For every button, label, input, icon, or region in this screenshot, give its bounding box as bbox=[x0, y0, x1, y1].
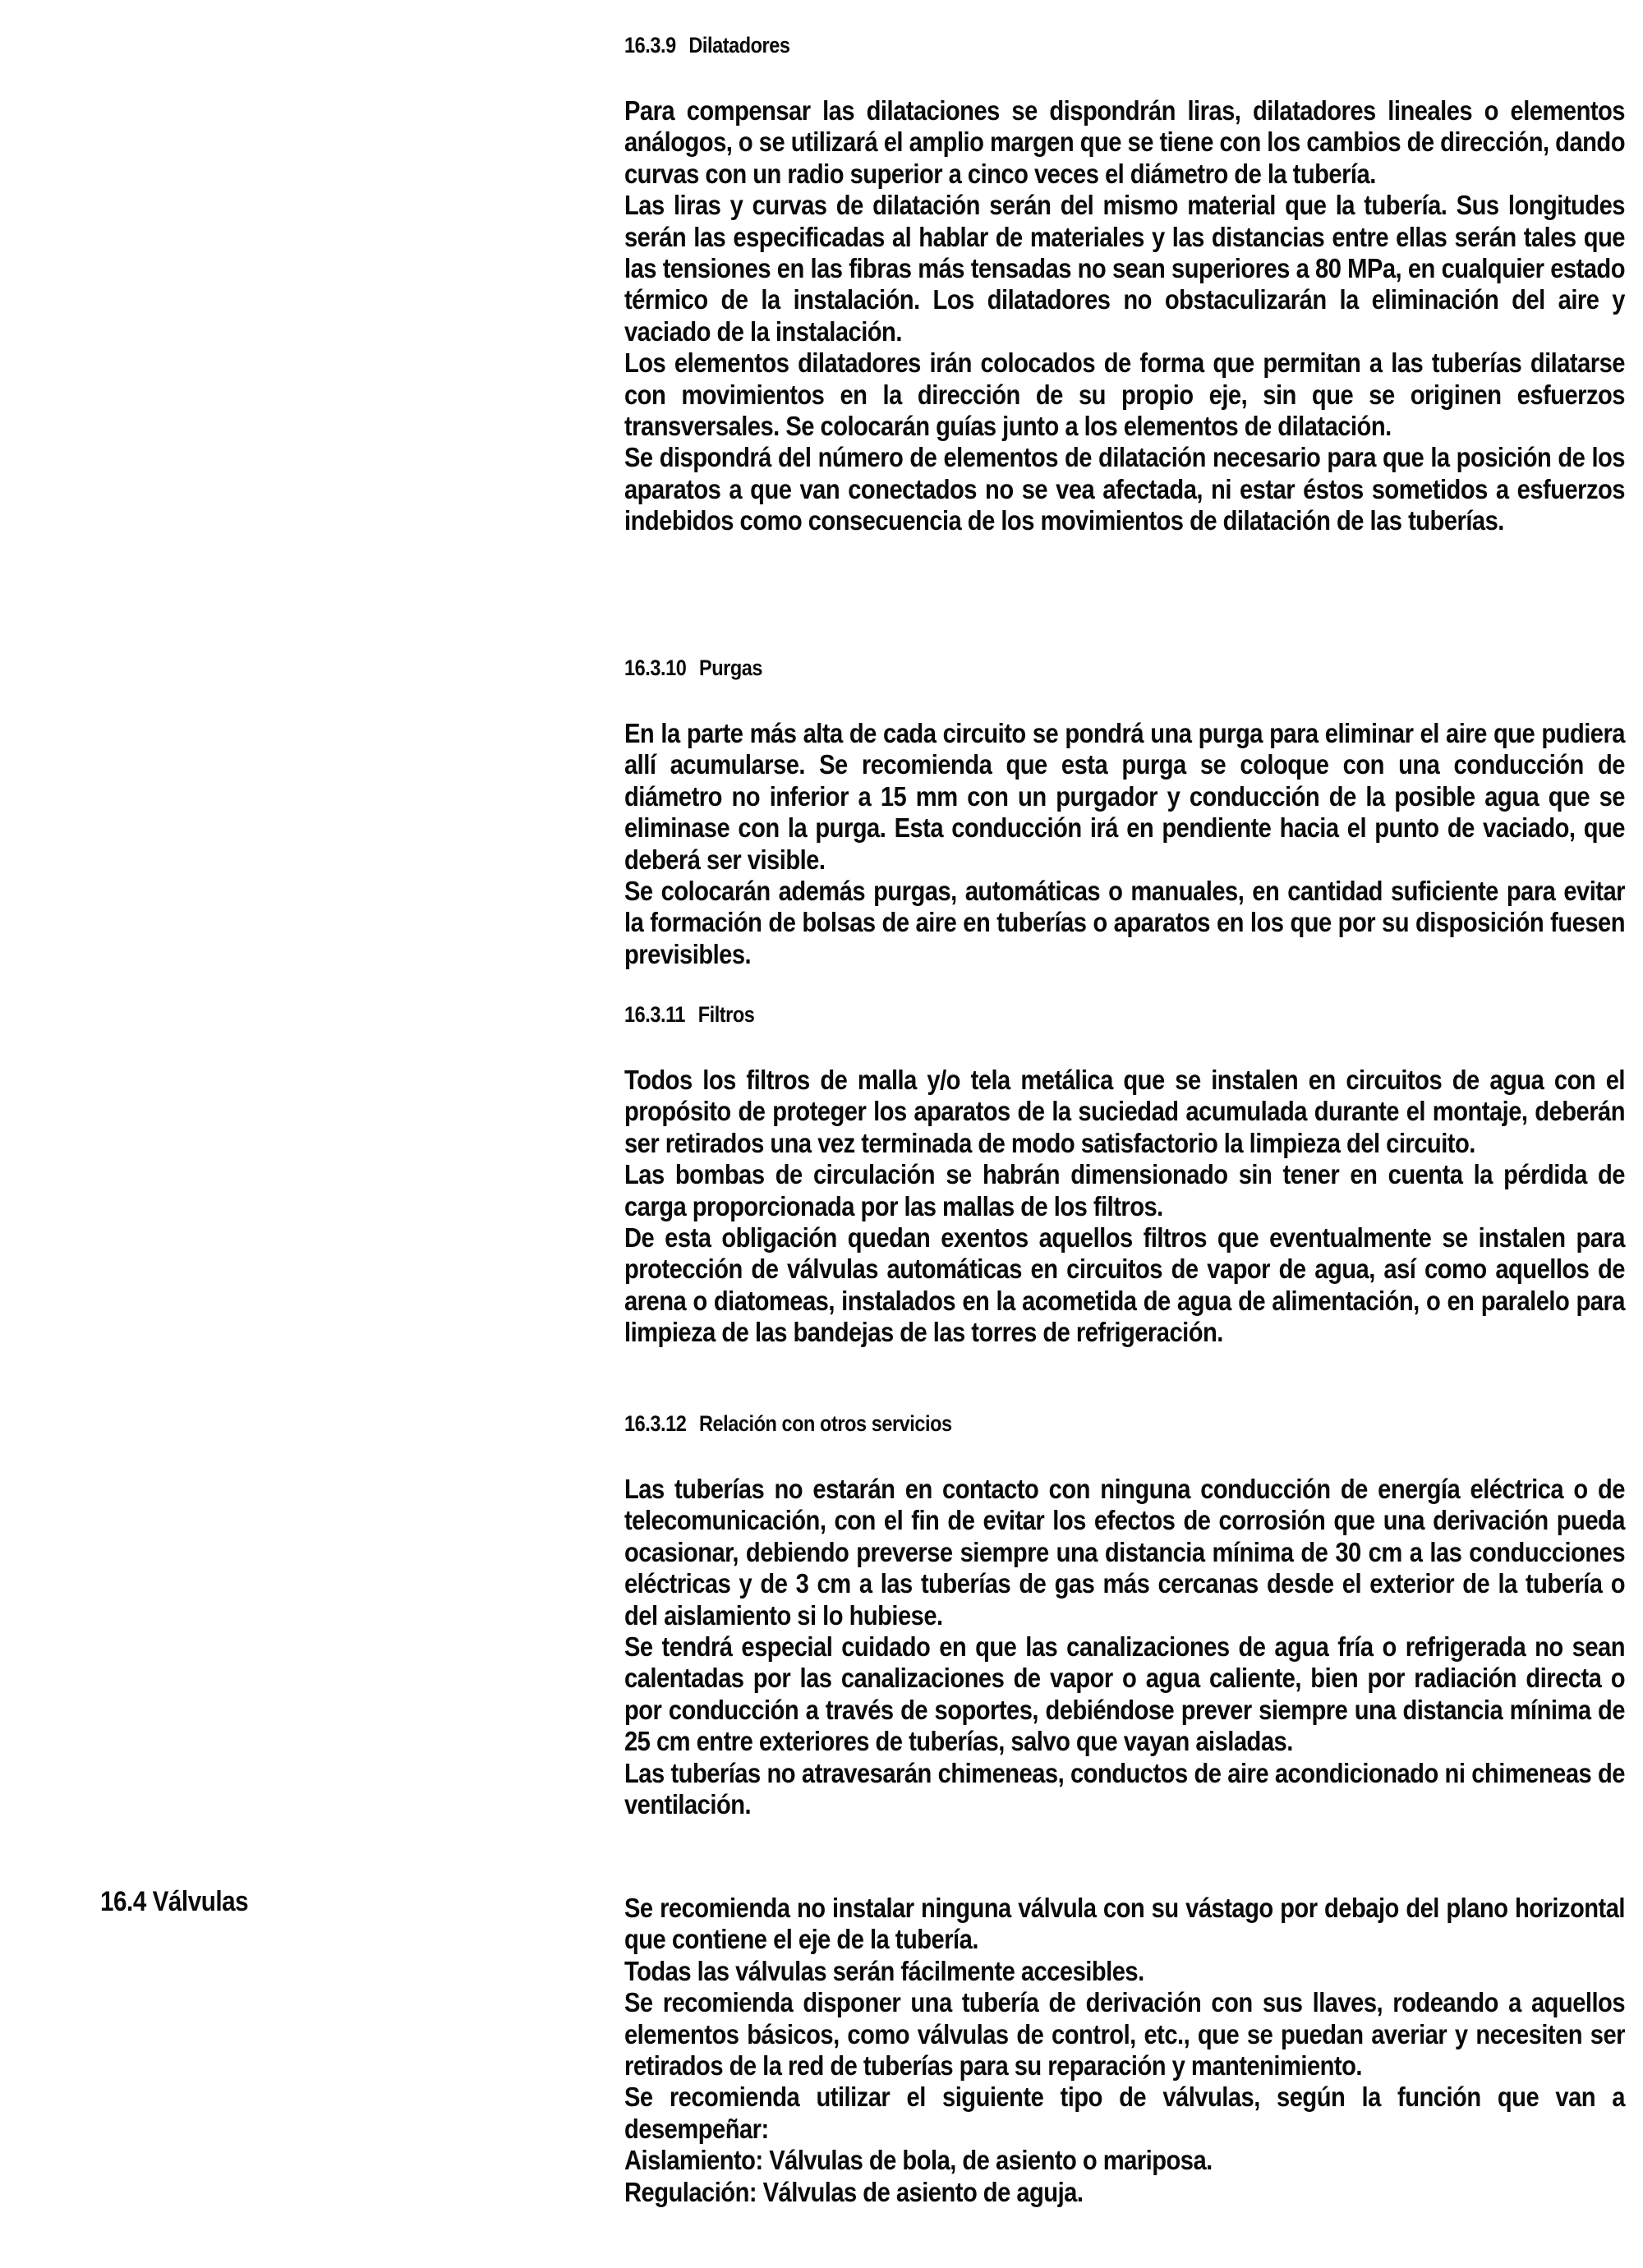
paragraph: Los elementos dilatadores irán colocados de forma que permitan a las tuberías dilatarse con movimientos en la dirección de su propio eje, sin que se originen esfuerzos transversales. Se colocarán guías junto a los elementos de dilatación. bbox=[624, 348, 1625, 443]
list-item: Regulación: Válvulas de asiento de aguja. bbox=[624, 2177, 1084, 2208]
section-heading bbox=[624, 1410, 1625, 1438]
section-heading-16-4 bbox=[100, 1886, 270, 1918]
section-title: Filtros bbox=[697, 1002, 755, 1027]
paragraph: Para compensar las dilataciones se dispondrán liras, dilatadores lineales o elementos análogos, o se utilizará el amplio margen que se tiene con los cambios de dirección, dando curvas con un radio superior a cinco veces el diámetro de la tubería. bbox=[624, 96, 1625, 190]
section-filtros bbox=[624, 1001, 1625, 1350]
section-purgas bbox=[624, 654, 1625, 971]
paragraph: Se recomienda utilizar el siguiente tipo de válvulas, según la función que van a desempeñar: bbox=[624, 2082, 1625, 2145]
section-number: 16.3.11 bbox=[624, 1002, 686, 1027]
list-item: Aislamiento: Válvulas de bola, de asiento o mariposa. bbox=[624, 2146, 1213, 2177]
paragraph: Las tuberías no estarán en contacto con ninguna conducción de energía eléctrica o de telecomunicación, con el fin de evitar los efectos de corrosión que una derivación pueda ocasionar, debiendo preverse siempre una distancia mínima de 30 cm a las conducciones eléctricas y de 3 cm a las tuberías de gas más cercanas desde el exterior de la tubería o del aislamiento si lo hubiese. bbox=[624, 1474, 1625, 1631]
section-relacion-otros-servicios bbox=[624, 1410, 1625, 1821]
section-body bbox=[624, 719, 1625, 971]
section-title: Relación con otros servicios bbox=[698, 1411, 952, 1436]
section-body bbox=[624, 1065, 1625, 1350]
section-heading bbox=[624, 1001, 1625, 1028]
section-body bbox=[624, 1474, 1625, 1821]
section-body bbox=[624, 96, 1625, 538]
paragraph: Se colocarán además purgas, automáticas o manuales, en cantidad suficiente para evitar la formación de bolsas de aire en tuberías o aparatos en los que por su disposición fuesen previsibles. bbox=[624, 876, 1625, 970]
paragraph: Las tuberías no atravesarán chimeneas, conductos de aire acondicionado ni chimeneas de ventilación. bbox=[624, 1758, 1625, 1821]
paragraph: Se dispondrá del número de elementos de dilatación necesario para que la posición de los aparatos a que van conectados no se vea afectada, ni estar éstos sometidos a esfuerzos indebidos como consecuencia de los movimientos de dilatación de las tuberías. bbox=[624, 443, 1625, 537]
paragraph: Todas las válvulas serán fácilmente accesibles. bbox=[624, 1956, 1144, 1987]
section-dilatadores bbox=[624, 31, 1625, 538]
paragraph: Las liras y curvas de dilatación serán del mismo material que la tubería. Sus longitudes serán las especificadas al hablar de materiales y las distancias entre ellas serán tales que las tensiones en las fibras más tensadas no sean superiores a 80 MPa, en cualquier estado térmico de la instalación. Los dilatadores no obstaculizarán la eliminación del aire y vaciado de la instalación. bbox=[624, 191, 1625, 347]
paragraph: Las bombas de circulación se habrán dimensionado sin tener en cuenta la pérdida de carga proporcionada por las mallas de los filtros. bbox=[624, 1160, 1625, 1222]
paragraph: Se recomienda disponer una tubería de derivación con sus llaves, rodeando a aquellos elementos básicos, como válvulas de control, etc., que se puedan averiar y necesiten ser retirados de la red de tuberías para su reparación y mantenimiento. bbox=[624, 1988, 1625, 2082]
section-body bbox=[624, 1893, 1625, 2209]
section-title: Purgas bbox=[698, 656, 763, 680]
paragraph: Todos los filtros de malla y/o tela metálica que se instalen en circuitos de agua con el propósito de proteger los aparatos de la suciedad acumulada durante el montaje, deberán ser retirados una vez terminada de modo satisfactorio la limpieza del circuito. bbox=[624, 1065, 1625, 1159]
section-heading-text: 16.4 Válvulas bbox=[100, 1886, 249, 1917]
section-valvulas-body bbox=[624, 1893, 1625, 2209]
paragraph: En la parte más alta de cada circuito se pondrá una purga para eliminar el aire que pudiera allí acumularse. Se recomienda que esta purga se coloque con una conducción de diámetro no inferior a 15 mm con un purgador y conducción de la posible agua que se eliminase con la purga. Esta conducción irá en pendiente hacia el punto de vaciado, que deberá ser visible. bbox=[624, 719, 1625, 876]
section-title: Dilatadores bbox=[688, 33, 790, 58]
section-heading bbox=[624, 654, 1625, 682]
paragraph: Se recomienda no instalar ninguna válvula con su vástago por debajo del plano horizontal que contiene el eje de la tubería. bbox=[624, 1893, 1625, 1956]
paragraph: Se tendrá especial cuidado en que las canalizaciones de agua fría o refrigerada no sean calentadas por las canalizaciones de vapor o agua caliente, bien por radiación directa o por conducción a través de soportes, debiéndose prever siempre una distancia mínima de 25 cm entre exteriores de tuberías, salvo que vayan aisladas. bbox=[624, 1632, 1625, 1758]
section-number: 16.3.9 bbox=[624, 33, 676, 58]
section-heading bbox=[624, 31, 1625, 59]
section-number: 16.3.10 bbox=[624, 656, 687, 680]
paragraph: De esta obligación quedan exentos aquellos filtros que eventualmente se instalen para protección de válvulas automáticas en circuitos de vapor de agua, así como aquellos de arena o diatomeas, instalados en la acometida de agua de alimentación, o en paralelo para limpieza de las bandejas de las torres de refrigeración. bbox=[624, 1223, 1625, 1349]
section-number: 16.3.12 bbox=[624, 1411, 687, 1436]
